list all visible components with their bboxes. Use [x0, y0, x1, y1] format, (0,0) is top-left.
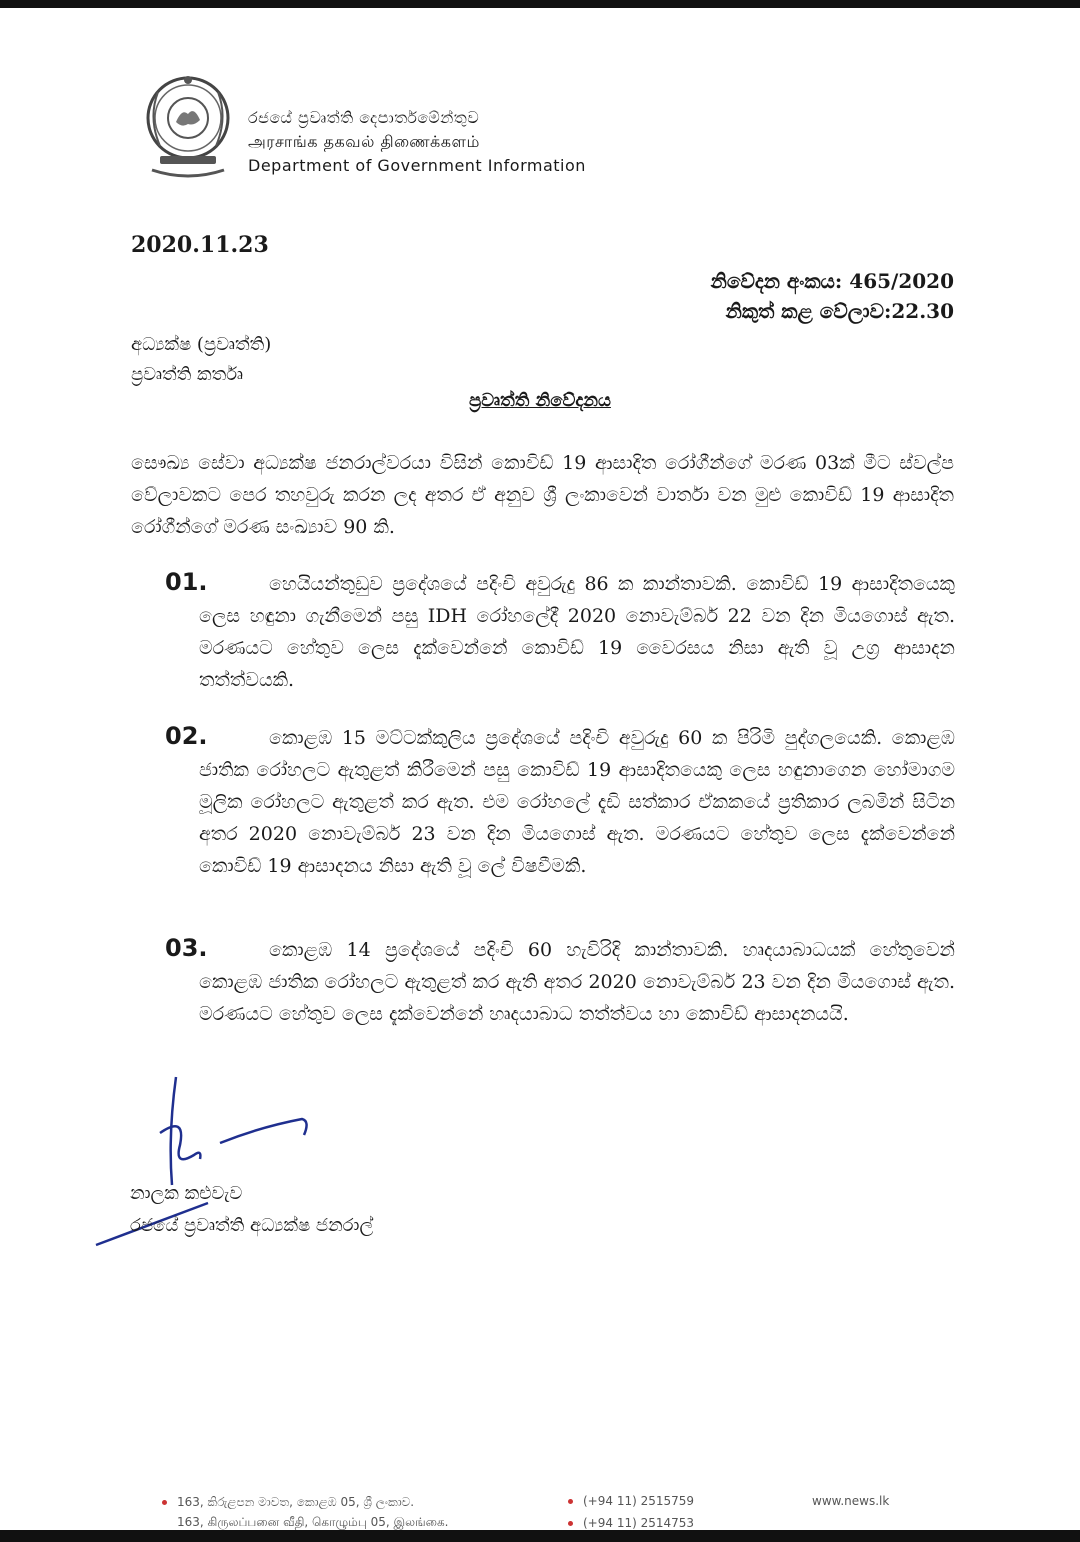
- bottom-border: [0, 1530, 1080, 1542]
- footer-address-sinhala: 163, කිරුළපන මාවත, කොළඹ 05, ශ්‍රී ලංකාව.: [177, 1495, 415, 1509]
- list-item: [165, 722, 955, 882]
- item-number: 01.: [165, 568, 208, 596]
- phone-icon: [568, 1499, 573, 1504]
- department-name: [248, 106, 586, 178]
- addressee: [131, 330, 271, 390]
- item-text: කොළඹ 14 ප්‍රදේශයේ පදිංචි 60 හැවිරිදි කාන්තාවකි. හෘදයාබාධයක් හේතුවෙන් කොළඹ ජාතික රෝහලට ඇතුළත් කර ඇති අතර 2020 නොවැම්බර් 23 වන දින මියගොස් ඇත. මරණයට හේතුව ලෙස දැක්වෙන්නේ හෘදයාබාධ තත්ත්වය හා කොවිඩ් ආසාදනයයි.: [199, 939, 955, 1025]
- intro-paragraph: සෞඛ්‍ය සේවා අධ්‍යක්ෂ ජනරාල්වරයා විසින් කොවිඩ් 19 ආසාදිත රෝගීන්ගේ මරණ 03ක් මීට ස්වල්ප වේලාවකට පෙර තහවුරු කරන ලද අතර ඒ අනුව ශ්‍රී ලංකාවෙන් වාර්තා වන මුළු කොවිඩ් 19 ආසාදිත රෝගීන්ගේ මරණ සංඛ්‍යාව 90 කි.: [131, 452, 954, 538]
- bullet-icon: [162, 1500, 167, 1505]
- item-text: හෙයියන්තුඩුව ප්‍රදේශයේ පදිංචි අවුරුදු 86 ක කාන්තාවකි. කොවිඩ් 19 ආසාදිතයෙකු ලෙස හඳුනා ගැනීමෙන් පසු IDH රෝහලේදී 2020 නොවැම්බර් 22 වන දින මියගොස් ඇත. මරණයට හේතුව ලෙස දැක්වෙන්නේ කොවිඩ් 19 වෛරසය නිසා ඇති වූ උග්‍ර ආසාදන තත්ත්වයකි.: [199, 573, 955, 691]
- signatory-title: රජයේ ප්‍රවෘත්ති අධ්‍යක්ෂ ජනරාල්: [130, 1215, 374, 1236]
- release-time: නිකුත් කළ වේලාව:22.30: [725, 299, 954, 323]
- footer-phone: (+94 11) 2515759: [583, 1494, 695, 1508]
- item-number: 03.: [165, 934, 208, 962]
- release-number: නිවේදන අංකය: 465/2020: [710, 269, 954, 293]
- document-title-text: ප්‍රවෘත්ති නිවේදනය: [469, 390, 611, 411]
- top-border: [0, 0, 1080, 8]
- footer-address-tamil: 163, கிருலப்பனை வீதி, கொழும்பு 05, இலங்கை.: [177, 1515, 449, 1529]
- release-reference: [711, 266, 954, 326]
- footer-fax: (+94 11) 2514753: [583, 1516, 695, 1530]
- footer-contact: [568, 1490, 694, 1534]
- addressee-line-1: අධ්‍යක්ෂ (ප්‍රවෘත්ති): [131, 334, 272, 355]
- footer-address: [162, 1492, 448, 1532]
- department-name-tamil: அரசாங்க தகவல் திணைக்களம்: [248, 132, 480, 151]
- department-name-sinhala: රජයේ ප්‍රවෘත්ති දෙපාර්තමේන්තුව: [248, 108, 480, 127]
- addressee-line-2: ප්‍රවෘත්ති කර්තෘ: [131, 364, 244, 385]
- release-date: 2020.11.23: [131, 232, 269, 258]
- signatory-name: නාලක කළුවැව: [130, 1183, 243, 1204]
- footer-website: www.news.lk: [812, 1494, 890, 1508]
- list-item: [165, 934, 955, 1030]
- item-text: කොළඹ 15 මට්ටක්කුලිය ප්‍රදේශයේ පදිංචි අවුරුදු 60 ක පිරිමි පුද්ගලයෙකි. කොළඹ ජාතික රෝහලට ඇතුළත් කිරීමෙන් පසු කොවිඩ් 19 ආසාදිතයෙකු ලෙස හඳුනාගෙන හෝමාගම මූලික රෝහලට ඇතුළත් කර ඇත. එම රෝහලේ දැඩි සත්කාර ඒකකයේ ප්‍රතිකාර ලබමින් සිටින අතර 2020 නොවැම්බර් 23 වන දින මියගොස් ඇත. මරණයට හේතුව ලෙස දැක්වෙන්නේ කොවිඩ් 19 ආසාදනය නිසා ඇති වූ ලේ විෂවීමකි.: [199, 727, 955, 877]
- sri-lanka-emblem-icon: [138, 72, 238, 180]
- list-item: [165, 568, 955, 696]
- item-number: 02.: [165, 722, 208, 750]
- department-name-english: Department of Government Information: [248, 156, 586, 175]
- document-title: [0, 390, 1080, 411]
- fax-icon: [568, 1521, 573, 1526]
- signatory: [130, 1178, 373, 1242]
